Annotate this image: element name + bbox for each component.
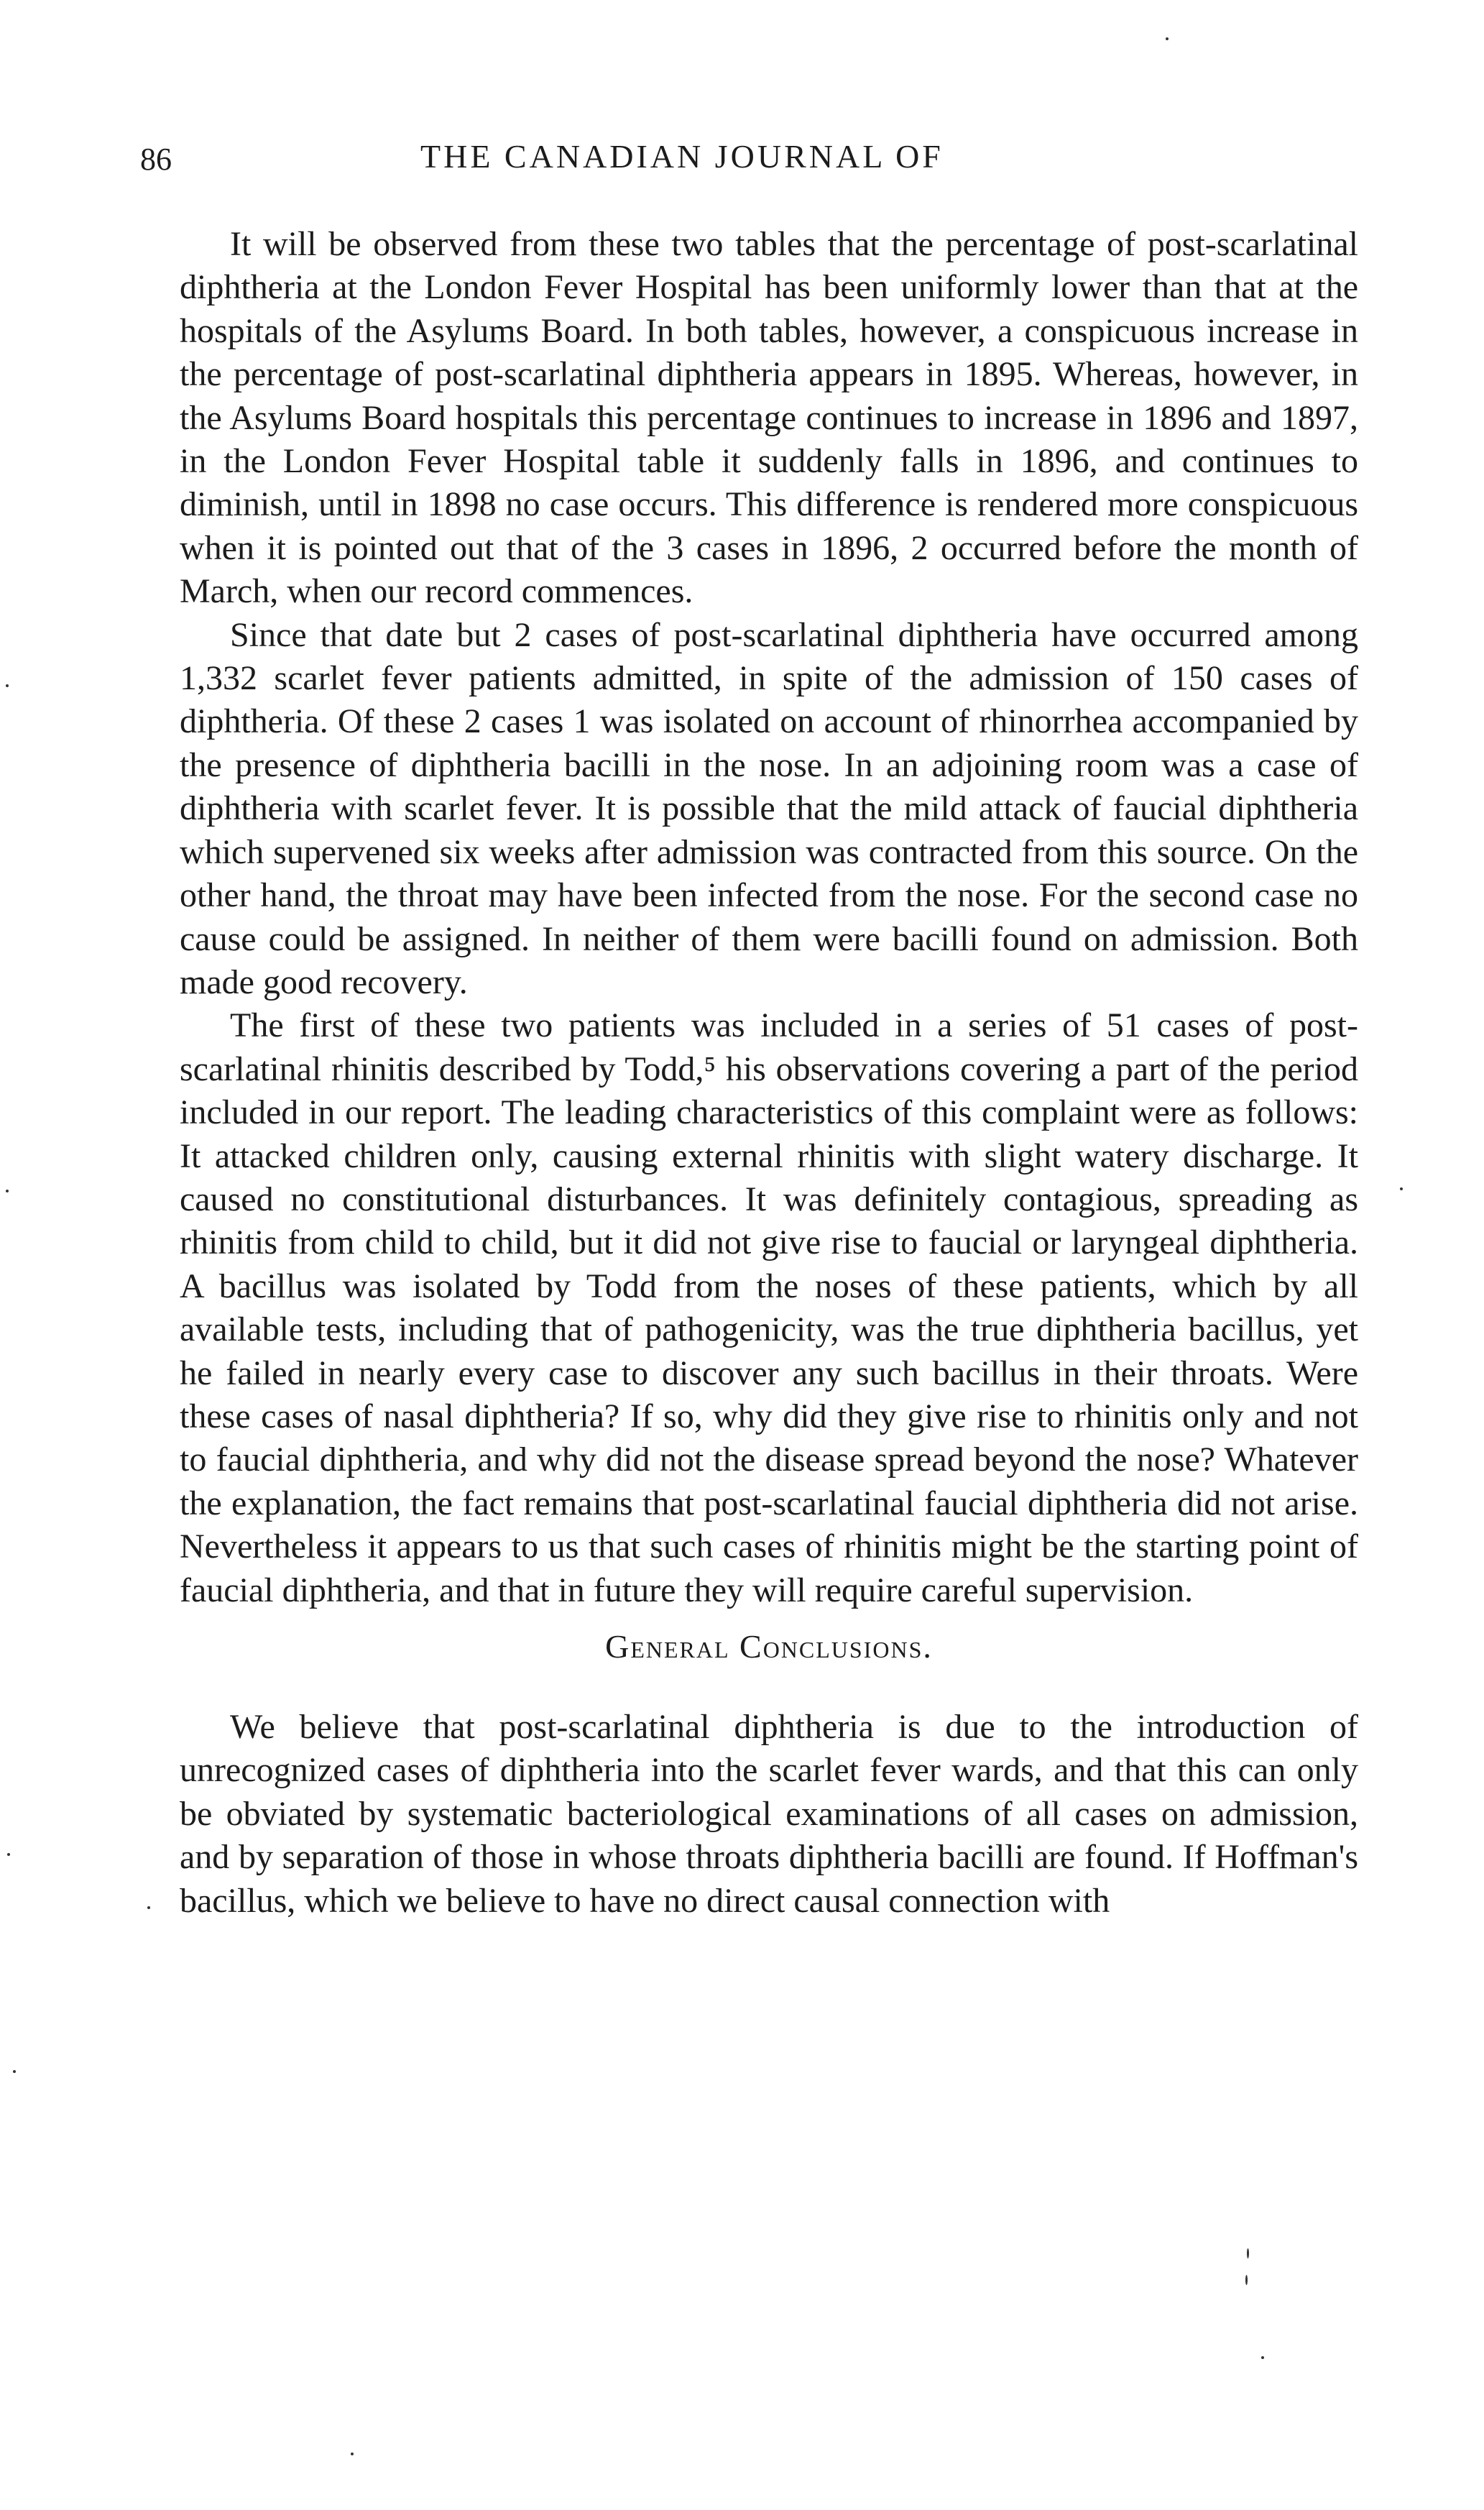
scan-speck	[1166, 37, 1169, 40]
paragraph-conclusions: We believe that post-scarlatinal diphtheria is due to the introduction of unrecognized cases of diphtheria into the scarlet fever wards, and that this can only be obviated by systematic bacteriological examinations of all cases on admission, and by separation of those in whose throats diphtheria bacilli are found. If Hoffman's bacillus, which we believe to have no direct causal connection with	[180, 1708, 1358, 1920]
scan-speck	[13, 2070, 16, 2073]
article-body	[180, 223, 1358, 1923]
running-title: THE CANADIAN JOURNAL OF	[420, 138, 944, 175]
paragraph-tables-comparison: It will be observed from these two tables that the percentage of post-scarlatinal diphtheria at the London Fever Hospital has been uniformly lower than that at the hospitals of the Asylums Board. In both tables, however, a conspicuous increase in the percentage of post-scarlatinal diphtheria appears in 1895. Whereas, however, in the Asylums Board hospitals this percentage continues to increase in 1896 and 1897, in the London Fever Hospital table it suddenly falls in 1896, and continues to diminish, until in 1898 no case occurs. This difference is rendered more conspicuous when it is pointed out that of the 3 cases in 1896, 2 occurred before the month of March, when our record commences.	[180, 225, 1358, 611]
scan-speck	[1245, 2275, 1248, 2285]
scan-speck	[147, 1906, 150, 1909]
scan-speck	[7, 1853, 10, 1856]
paragraph-rhinitis-series: The first of these two patients was included in a series of 51 cases of post-scarlatinal rhinitis described by Todd,⁵ his observations covering a part of the period included in our report. The leading characteristics of this complaint were as follows: It attacked children only, causing external rhinitis with slight watery discharge. It caused no constitutional disturbances. It was definitely contagious, spreading as rhinitis from child to child, but it did not give rise to faucial or laryngeal diphtheria. A bacillus was isolated by Todd from the noses of these patients, which by all available tests, including that of pathogenicity, was the true diphtheria bacillus, yet he failed in nearly every case to discover any such bacillus in their throats. Were these cases of nasal diphtheria? If so, why did they give rise to rhinitis only and not to faucial diphtheria, and why did not the disease spread beyond the nose? Whatever the explanation, the fact remains that post-scarlatinal faucial diphtheria did not arise. Nevertheless it appears to us that such cases of rhinitis might be the starting point of faucial diphtheria, and that in future they will require careful supervision.	[180, 1006, 1358, 1609]
scan-speck	[6, 684, 9, 687]
paragraph-post-march-cases: Since that date but 2 cases of post-scarlatinal diphtheria have occurred among 1,332 scarlet fever patients admitted, in spite of the admission of 150 cases of diphtheria. Of these 2 cases 1 was isolated on account of rhinorrhea accompanied by the presence of diphtheria bacilli in the nose. In an adjoining room was a case of diphtheria with scarlet fever. It is possible that the mild attack of faucial diphtheria which supervened six weeks after admission was contracted from this source. On the other hand, the throat may have been infected from the nose. For the second case no cause could be assigned. In neither of them were bacilli found on admission. Both made good recovery.	[180, 615, 1358, 1001]
section-heading: General Conclusions.	[605, 1628, 933, 1665]
page-number: 86	[140, 142, 172, 177]
scan-speck	[6, 1190, 9, 1192]
scan-speck	[1247, 2248, 1249, 2258]
scan-speck	[1261, 2356, 1264, 2359]
scan-speck	[1400, 1187, 1403, 1190]
scan-speck	[351, 2452, 354, 2455]
